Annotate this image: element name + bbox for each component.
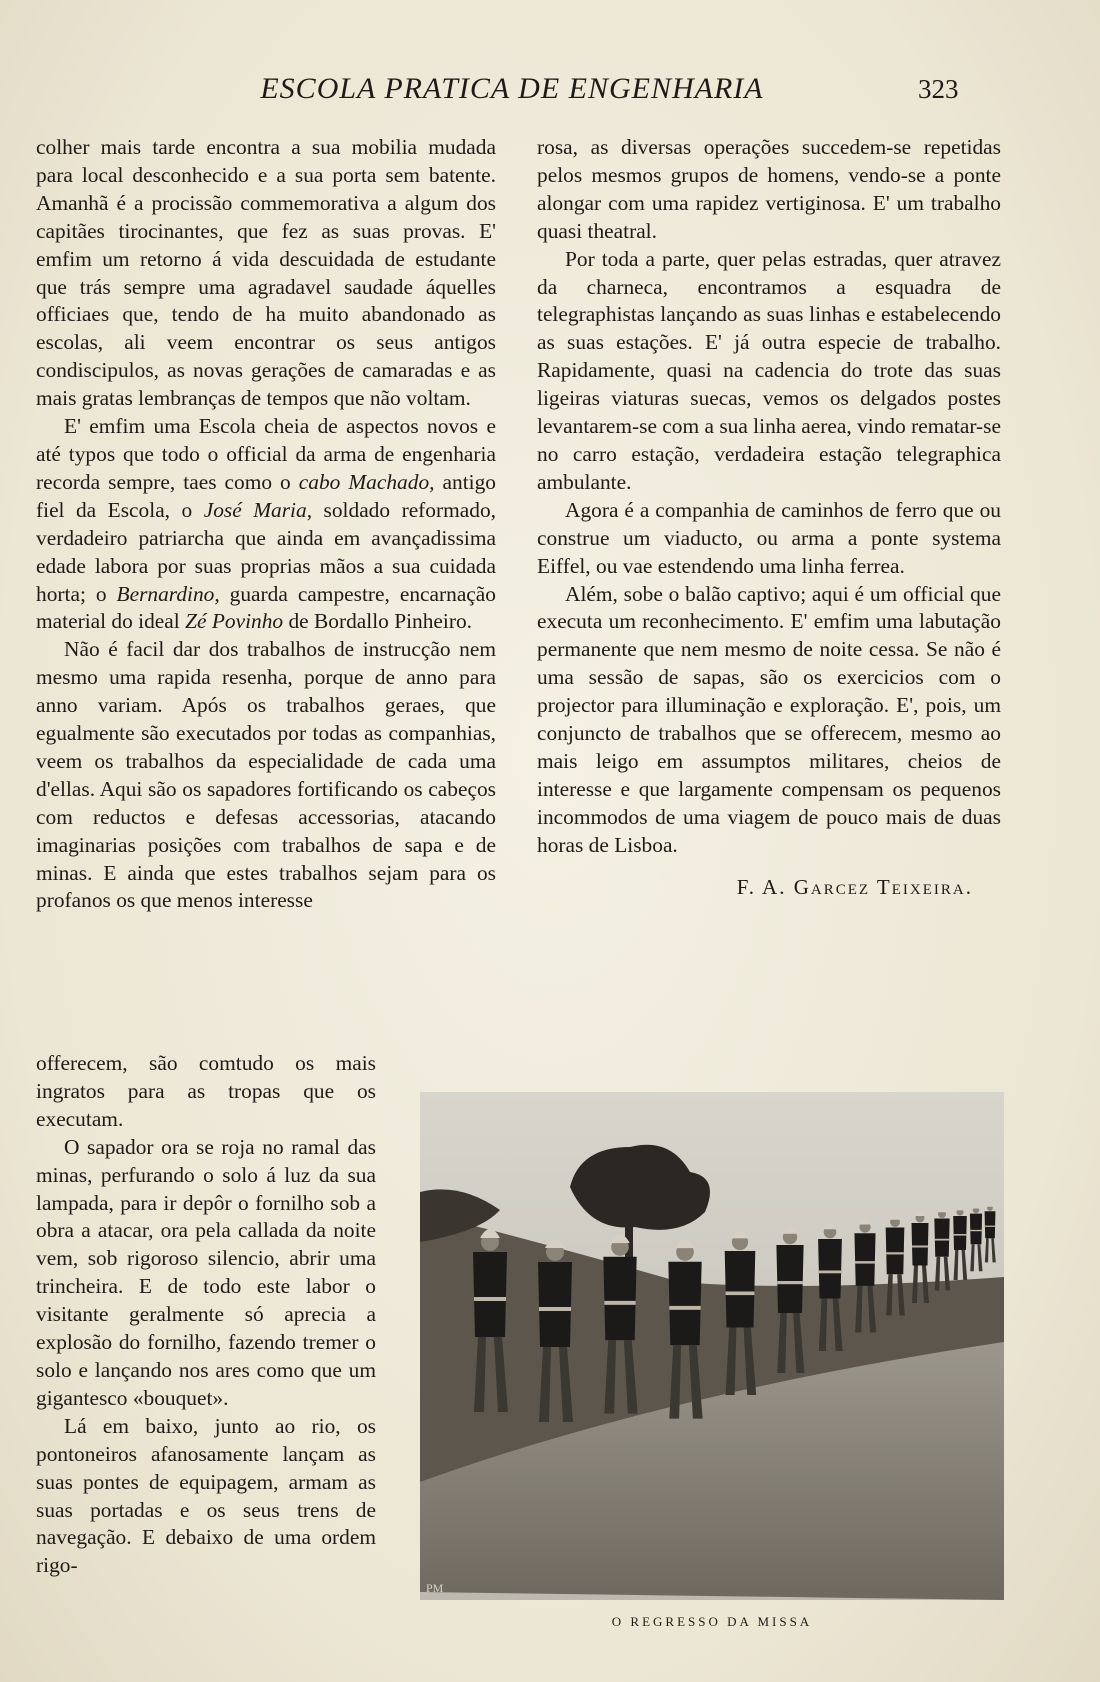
left-column-bottom (36, 1050, 376, 1580)
photo-illustration (420, 1092, 1004, 1600)
italic-name-cabo-machado: cabo Machado, (298, 469, 435, 494)
author-signature: F. A. Garcez Teixeira. (736, 874, 973, 899)
paragraph: Por toda a parte, quer pelas estradas, quer atravez da charneca, encontramos a esquadra de telegraphistas lançando as suas linhas e estabelecendo as suas estações. E' já outra especie de trabalho. Rapidamente, quasi na cadencia do trote das suas ligeiras viaturas suecas, vemos os delgados postes levantarem-se com a sua linha aerea, vindo rematar-se no carro estação, verdadeira estação telegraphica ambulante. (537, 246, 1001, 494)
paragraph: rosa, as diversas operações succedem-se repetidas pelos mesmos grupos de homens, vendo-se a ponte alongar com uma rapidez vertiginosa. E' um trabalho quasi theatral. (537, 135, 1001, 243)
page-number: 323 (918, 74, 959, 104)
paragraph: Lá em baixo, junto ao rio, os pontoneiros afanosamente lançam as suas pontes de equipagem, armam as suas portadas e os seus trens de navegação. E debaixo de uma ordem rigo- (36, 1413, 376, 1578)
paragraph: colher mais tarde encontra a sua mobilia mudada para local desconhecido e a sua porta sem batente. Amanhã é a procissão commemorativa a algum dos capitães tirocinantes, que fez as suas provas. E' emfim um retorno á vida descuidada de estudante que trás sempre uma agradavel saudade áquelles officiaes que, tendo de ha muito abandonado as escolas, ali veem encontrar os seus antigos condiscipulos, as novas gerações de camaradas e as mais gratas lembranças de tempos que não voltam. (36, 135, 496, 411)
paragraph: E' emfim uma Escola cheia de aspectos novos e até typos que todo o official da arma de engenharia recorda sempre, taes como o cabo Machado, antigo fiel da Escola, o José Maria, soldado reformado, verdadeiro patriarcha que ainda em avançadissima edade labora por suas proprias mãos a sua cuidada horta; o Bernardino, guarda campestre, encarnação material do ideal Zé Povinho de Bordallo Pinheiro. (36, 414, 496, 634)
soldiers-marching-photo (420, 1092, 1004, 1600)
paragraph: O sapador ora se roja no ramal das minas, perfurando o solo á luz da sua lampada, para ir depôr o fornilho sob a obra a atacar, ora pela callada da noite vem, sob rigoroso silencio, abrir uma trincheira. E de todo este labor o visitante geralmente só aprecia a explosão do fornilho, fazendo tremer o solo e lançando nos ares como que um gigantesco «bouquet». (36, 1134, 376, 1410)
italic-name-bernardino: Bernardino, (116, 581, 220, 606)
italic-name-jose-maria: José Maria, (203, 497, 313, 522)
paragraph: offerecem, são comtudo os mais ingratos para as tropas que os executam. (36, 1051, 376, 1131)
italic-ze-povinho: Zé Povinho (185, 609, 284, 634)
right-column (537, 134, 1001, 901)
paragraph: Não é facil dar dos trabalhos de instrucção nem mesmo uma rapida resenha, porque de anno para anno variam. Após os trabalhos geraes, que egualmente são executados por todas as companhias, veem os trabalhos da especialidade de cada uma d'ellas. Aqui são os sapadores fortificando os cabeços com reductos e defesas accessorias, atacando imaginarias posições com trabalhos de sapa e de minas. E ainda que estes trabalhos sejam para os profanos os que menos interesse (36, 637, 496, 913)
paragraph: Agora é a companhia de caminhos de ferro que ou construe um viaducto, ou arma a ponte systema Eiffel, ou vae estendendo uma linha ferrea. (537, 497, 1001, 578)
photographer-mark: PM (426, 1581, 444, 1595)
left-column-top (36, 134, 496, 915)
photo-caption: O REGRESSO DA MISSA (611, 1614, 813, 1629)
running-head: ESCOLA PRATICA DE ENGENHARIA (260, 72, 764, 105)
paragraph: Além, sobe o balão captivo; aqui é um official que executa um reconhecimento. E' emfim uma labutação permanente que nem mesmo de noite cessa. Se não é uma sessão de sapas, são os exercicios com o projector para illuminação e exploração. E', pois, um conjuncto de trabalhos que se offerecem, mesmo ao mais leigo em assumptos militares, cheios de interesse e que largamente compensam os pequenos incommodos de uma viagem de pouco mais de duas horas de Lisboa. (537, 581, 1001, 857)
